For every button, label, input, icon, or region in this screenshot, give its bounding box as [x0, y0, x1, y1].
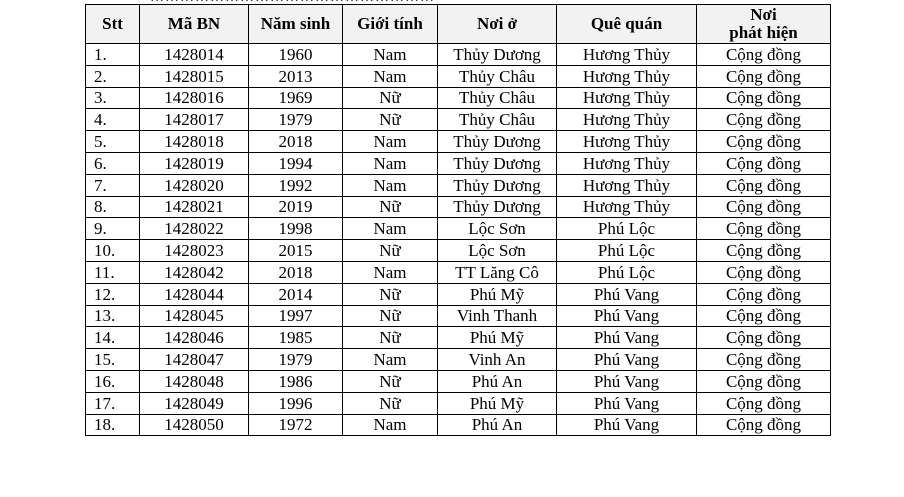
cell-gioi-tinh: Nam	[343, 414, 438, 436]
cell-noi-phat-hien: Cộng đồng	[697, 196, 831, 218]
cell-noi-phat-hien: Cộng đồng	[697, 87, 831, 109]
cell-stt: 17.	[86, 392, 140, 414]
table-row	[86, 196, 831, 218]
table-row	[86, 392, 831, 414]
cell-stt: 8.	[86, 196, 140, 218]
cell-noi-phat-hien: Cộng đồng	[697, 283, 831, 305]
cell-que-quan: Phú Lộc	[557, 218, 697, 240]
table-row	[86, 283, 831, 305]
cell-noi-o: Thủy Dương	[438, 196, 557, 218]
table-row	[86, 327, 831, 349]
cell-stt: 14.	[86, 327, 140, 349]
header-gioi-tinh: Giới tính	[343, 5, 438, 44]
cell-ma-bn: 1428021	[140, 196, 249, 218]
cell-que-quan: Phú Vang	[557, 327, 697, 349]
cell-noi-phat-hien: Cộng đồng	[697, 240, 831, 262]
cell-noi-phat-hien: Cộng đồng	[697, 174, 831, 196]
cell-que-quan: Phú Vang	[557, 392, 697, 414]
cell-stt: 11.	[86, 261, 140, 283]
cell-gioi-tinh: Nam	[343, 218, 438, 240]
table-row	[86, 218, 831, 240]
cell-ma-bn: 1428050	[140, 414, 249, 436]
cell-gioi-tinh: Nữ	[343, 305, 438, 327]
cell-noi-phat-hien: Cộng đồng	[697, 349, 831, 371]
table-row	[86, 44, 831, 66]
cell-stt: 5.	[86, 131, 140, 153]
cell-ma-bn: 1428046	[140, 327, 249, 349]
cell-noi-phat-hien: Cộng đồng	[697, 65, 831, 87]
cell-noi-o: Thủy Châu	[438, 87, 557, 109]
cell-gioi-tinh: Nữ	[343, 370, 438, 392]
table-row	[86, 65, 831, 87]
cell-ma-bn: 1428018	[140, 131, 249, 153]
cell-ma-bn: 1428044	[140, 283, 249, 305]
cell-nam-sinh: 1960	[249, 44, 343, 66]
cell-stt: 18.	[86, 414, 140, 436]
cell-que-quan: Hương Thủy	[557, 44, 697, 66]
cell-nam-sinh: 2014	[249, 283, 343, 305]
cell-gioi-tinh: Nữ	[343, 87, 438, 109]
cell-ma-bn: 1428019	[140, 152, 249, 174]
cell-noi-phat-hien: Cộng đồng	[697, 370, 831, 392]
table-row	[86, 370, 831, 392]
table-body	[86, 44, 831, 436]
cell-gioi-tinh: Nữ	[343, 240, 438, 262]
cell-nam-sinh: 1994	[249, 152, 343, 174]
cell-gioi-tinh: Nam	[343, 349, 438, 371]
cell-nam-sinh: 2015	[249, 240, 343, 262]
cell-que-quan: Phú Vang	[557, 305, 697, 327]
table-row	[86, 305, 831, 327]
cell-stt: 4.	[86, 109, 140, 131]
header-stt: Stt	[86, 5, 140, 44]
table-row	[86, 414, 831, 436]
cell-ma-bn: 1428017	[140, 109, 249, 131]
cell-nam-sinh: 1969	[249, 87, 343, 109]
cell-nam-sinh: 1985	[249, 327, 343, 349]
cell-noi-o: Vinh Thanh	[438, 305, 557, 327]
cell-que-quan: Phú Vang	[557, 370, 697, 392]
cell-noi-phat-hien: Cộng đồng	[697, 327, 831, 349]
cell-nam-sinh: 1992	[249, 174, 343, 196]
cell-nam-sinh: 2018	[249, 131, 343, 153]
cell-stt: 1.	[86, 44, 140, 66]
cell-nam-sinh: 1979	[249, 109, 343, 131]
cell-noi-phat-hien: Cộng đồng	[697, 44, 831, 66]
cell-que-quan: Phú Vang	[557, 349, 697, 371]
cell-nam-sinh: 1996	[249, 392, 343, 414]
cell-noi-o: Thủy Châu	[438, 65, 557, 87]
cell-que-quan: Phú Vang	[557, 283, 697, 305]
cell-noi-o: Thủy Dương	[438, 174, 557, 196]
cell-que-quan: Hương Thủy	[557, 87, 697, 109]
cell-noi-o: Lộc Sơn	[438, 218, 557, 240]
cell-stt: 10.	[86, 240, 140, 262]
cell-gioi-tinh: Nam	[343, 65, 438, 87]
cell-nam-sinh: 1979	[249, 349, 343, 371]
cell-gioi-tinh: Nam	[343, 261, 438, 283]
cell-gioi-tinh: Nữ	[343, 392, 438, 414]
cell-nam-sinh: 1997	[249, 305, 343, 327]
cell-ma-bn: 1428045	[140, 305, 249, 327]
header-noi-phat-hien-line1: Nơi	[750, 5, 777, 24]
cell-ma-bn: 1428047	[140, 349, 249, 371]
cell-noi-phat-hien: Cộng đồng	[697, 392, 831, 414]
cell-noi-o: Phú An	[438, 370, 557, 392]
cell-que-quan: Hương Thủy	[557, 196, 697, 218]
cell-noi-o: TT Lăng Cô	[438, 261, 557, 283]
cell-nam-sinh: 2019	[249, 196, 343, 218]
cell-gioi-tinh: Nữ	[343, 327, 438, 349]
cell-stt: 7.	[86, 174, 140, 196]
cell-nam-sinh: 2013	[249, 65, 343, 87]
header-que-quan: Quê quán	[557, 5, 697, 44]
cell-stt: 15.	[86, 349, 140, 371]
cell-ma-bn: 1428042	[140, 261, 249, 283]
cell-ma-bn: 1428022	[140, 218, 249, 240]
cell-noi-phat-hien: Cộng đồng	[697, 152, 831, 174]
cell-ma-bn: 1428016	[140, 87, 249, 109]
cell-nam-sinh: 2018	[249, 261, 343, 283]
cell-noi-o: Thủy Châu	[438, 109, 557, 131]
cell-noi-phat-hien: Cộng đồng	[697, 109, 831, 131]
case-table	[85, 4, 831, 436]
cell-gioi-tinh: Nam	[343, 131, 438, 153]
cell-noi-phat-hien: Cộng đồng	[697, 131, 831, 153]
cell-ma-bn: 1428015	[140, 65, 249, 87]
cell-stt: 13.	[86, 305, 140, 327]
cell-ma-bn: 1428048	[140, 370, 249, 392]
cell-stt: 6.	[86, 152, 140, 174]
cell-ma-bn: 1428049	[140, 392, 249, 414]
cell-ma-bn: 1428014	[140, 44, 249, 66]
cell-que-quan: Hương Thủy	[557, 131, 697, 153]
cell-nam-sinh: 1998	[249, 218, 343, 240]
table-row	[86, 152, 831, 174]
cell-noi-phat-hien: Cộng đồng	[697, 305, 831, 327]
header-noi-o: Nơi ở	[438, 5, 557, 44]
cell-noi-o: Vinh An	[438, 349, 557, 371]
cell-que-quan: Phú Lộc	[557, 261, 697, 283]
cell-noi-phat-hien: Cộng đồng	[697, 218, 831, 240]
cell-nam-sinh: 1986	[249, 370, 343, 392]
cell-noi-o: Phú Mỹ	[438, 327, 557, 349]
header-nam-sinh: Năm sinh	[249, 5, 343, 44]
table-row	[86, 349, 831, 371]
table-row	[86, 131, 831, 153]
cell-noi-o: Phú An	[438, 414, 557, 436]
cell-gioi-tinh: Nam	[343, 152, 438, 174]
cell-que-quan: Phú Vang	[557, 414, 697, 436]
cell-gioi-tinh: Nữ	[343, 196, 438, 218]
cell-noi-o: Phú Mỹ	[438, 392, 557, 414]
table-header	[86, 5, 831, 44]
cell-noi-phat-hien: Cộng đồng	[697, 414, 831, 436]
cell-noi-o: Lộc Sơn	[438, 240, 557, 262]
table-row	[86, 240, 831, 262]
cell-noi-o: Thủy Dương	[438, 131, 557, 153]
cell-noi-phat-hien: Cộng đồng	[697, 261, 831, 283]
cell-stt: 9.	[86, 218, 140, 240]
cell-stt: 2.	[86, 65, 140, 87]
cell-noi-o: Phú Mỹ	[438, 283, 557, 305]
cell-que-quan: Hương Thủy	[557, 65, 697, 87]
table-row	[86, 109, 831, 131]
cell-stt: 3.	[86, 87, 140, 109]
cell-ma-bn: 1428023	[140, 240, 249, 262]
cell-noi-o: Thủy Dương	[438, 152, 557, 174]
table-row	[86, 261, 831, 283]
table-row	[86, 87, 831, 109]
cell-stt: 16.	[86, 370, 140, 392]
header-row	[86, 5, 831, 44]
cell-ma-bn: 1428020	[140, 174, 249, 196]
cell-que-quan: Hương Thủy	[557, 109, 697, 131]
cell-nam-sinh: 1972	[249, 414, 343, 436]
cell-gioi-tinh: Nam	[343, 44, 438, 66]
clipped-heading-text	[150, 0, 570, 3]
table-row	[86, 174, 831, 196]
cell-que-quan: Hương Thủy	[557, 174, 697, 196]
header-ma-bn: Mã BN	[140, 5, 249, 44]
header-noi-phat-hien	[697, 5, 831, 44]
cell-gioi-tinh: Nữ	[343, 283, 438, 305]
cell-gioi-tinh: Nam	[343, 174, 438, 196]
cell-stt: 12.	[86, 283, 140, 305]
header-noi-phat-hien-line2: phát hiện	[729, 23, 798, 42]
cell-gioi-tinh: Nữ	[343, 109, 438, 131]
cell-noi-o: Thủy Dương	[438, 44, 557, 66]
cell-que-quan: Phú Lộc	[557, 240, 697, 262]
cell-que-quan: Hương Thủy	[557, 152, 697, 174]
